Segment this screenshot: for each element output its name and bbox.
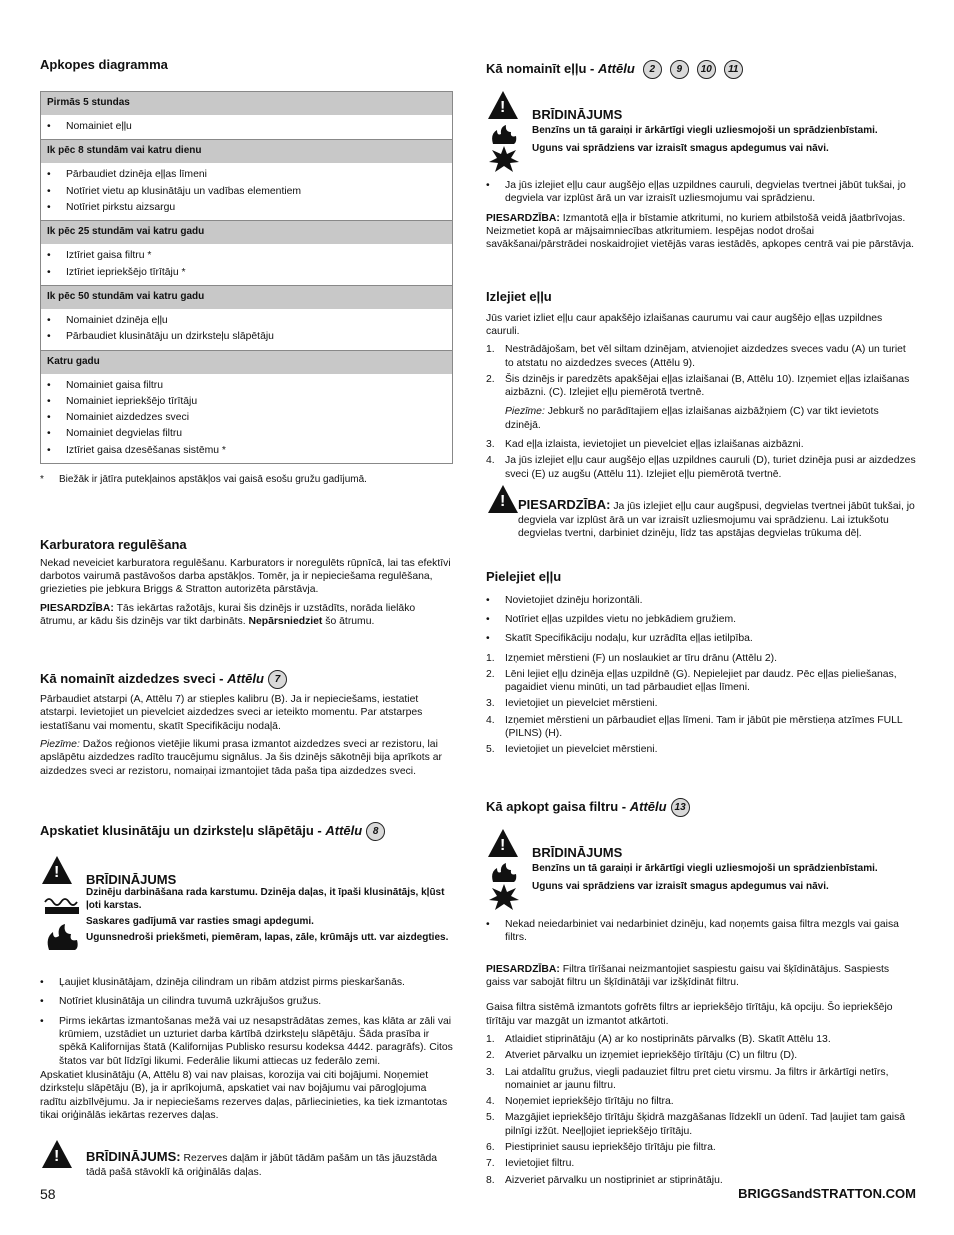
spark-plug-section	[40, 670, 453, 783]
muffler-paragraph-block	[40, 1069, 453, 1127]
step-number: 4.	[486, 714, 495, 726]
step-text: Lai atdalītu gružus, viegli padauziet filtru pret cietu virsmu. Ja filtrs ir ārkārtīgi netīrs, nomainiet ar jaunu filtru.	[505, 1066, 889, 1091]
tank-caution-text: Ja jūs izlejiet eļļu caur augšpusi, degvielas tvertnei jābūt tukšai, jo degviela var izplūst ārā un var izraisīt uzliesmojumu vai sprādzienu. Lai iztukšotu degvielas tvertni, darbiniet dzinēju, līdz tas apstājas degvielas trūkuma dēļ.	[518, 501, 915, 539]
step-item	[486, 373, 916, 432]
fill-oil-title: Pielejiet eļļu	[486, 569, 562, 584]
schedule-tasks	[41, 163, 453, 220]
footnote-text: Biežāk ir jātīra putekļainos apstākļos vai gaisā esošu gružu gadījumā.	[59, 474, 367, 485]
replacement-parts-text: Rezerves daļām ir jābūt tādām pašām un tās jāuzstāda tādā pašā stāvoklī kā oriģinālās daļas.	[86, 1153, 438, 1178]
maintenance-chart-section	[40, 57, 453, 73]
carburetor-caution: PIESARDZĪBA: Tās iekārtas ražotājs, kurai šis dzinējs ir uzstādīts, norāda lielāko ātrumu, ar kādu šis dzinējs var tikt darbināts. Nepārsniedziet šo ātrumu.	[40, 602, 416, 627]
step-item	[486, 343, 916, 370]
figure-badge: 11	[724, 60, 743, 79]
carburetor-title: Karburatora regulēšana	[40, 537, 187, 552]
caution-label: PIESARDZĪBA:	[518, 497, 611, 512]
step-number: 4.	[486, 1096, 495, 1108]
step-item	[486, 438, 916, 451]
step-text: Nestrādājošam, bet vēl siltam dzinējam, atvienojiet aizdedzes sveces vadu (A) un turiet to atstatu no aizdedzes sveces (Attēlu 9).	[505, 344, 906, 369]
step-text: Izņemiet mērstieni un pārbaudiet eļļas līmeni. Tam ir jābūt pie mērstieņa atzīmes FULL (PILNS) (H).	[505, 714, 903, 740]
carburetor-paragraph: Nekad neveiciet karburatora regulēšanu. Karburators ir noregulēts rūpnīcā, lai tas efektīvi darbotos vairumā pastāvošos darba apstākļos. Tomēr, ja ir nepieciešama regulēšana, griezieties pie jebkura Briggs & Stratton autorizēta pārstāvja.	[40, 557, 451, 596]
step-text: Ievietojiet un pievelciet mērstieni.	[505, 744, 658, 756]
step-text: Izņemiet mērstieni (F) un noslaukiet ar tīru drānu (Attēlu 2).	[505, 652, 777, 664]
fill-oil-section	[486, 569, 916, 760]
warning-triangle-icon	[42, 1140, 72, 1168]
schedule-task-item: • Nomainiet gaisa filtru	[47, 379, 446, 392]
list-item: • Novietojiet dzinēju horizontāli.	[486, 594, 916, 607]
schedule-task-item: • Nomainiet degvielas filtru	[47, 427, 446, 440]
warning-triangle-icon	[488, 829, 518, 857]
step-number: 3.	[486, 439, 495, 451]
schedule-tasks	[41, 309, 453, 350]
list-item: • Notīriet klusinātāja un cilindra tuvumā uzkrājušos gružus.	[40, 995, 453, 1008]
muffler-warning-text-2: Saskares gadījumā var rasties smagi apdegumi.	[86, 916, 314, 927]
step-number: 8.	[486, 1174, 495, 1186]
warning-triangle-icon	[488, 91, 518, 119]
maintenance-chart-title: Apkopes diagramma	[40, 57, 168, 72]
step-item	[486, 743, 916, 756]
step-number: 5.	[486, 1112, 495, 1124]
air-caution: PIESARDZĪBA: Filtra tīrīšanai neizmantojiet saspiestu gaisu vai šķīdinātājus. Saspiests gaiss var sabojāt filtru un šķīdinātāji var izšķīdināt filtru.	[486, 963, 890, 988]
schedule-interval-header: Ik pēc 50 stundām vai katru gadu	[41, 285, 453, 309]
schedule-task-item: • Nomainiet eļļu	[47, 120, 446, 133]
figure-badge: 7	[268, 670, 287, 689]
step-number: 4.	[486, 455, 495, 467]
figure-badge: 9	[670, 60, 689, 79]
schedule-interval-header: Pirmās 5 stundas	[41, 92, 453, 116]
step-item	[486, 1141, 916, 1154]
step-item	[486, 1049, 916, 1062]
step-note: Piezīme: Jebkurš no parādītajiem eļļas izlaišanas aizbāžņiem (C) var tikt ievietots dzinējā.	[505, 406, 879, 431]
step-item	[486, 1174, 916, 1187]
schedule-interval-header: Ik pēc 8 stundām vai katru dienu	[41, 140, 453, 164]
drain-oil-section	[486, 289, 916, 484]
air-filter-section	[486, 798, 916, 817]
step-number: 2.	[486, 668, 495, 680]
schedule-task-item: • Pārbaudiet dzinēja eļļas līmeni	[47, 168, 446, 181]
step-number: 3.	[486, 698, 495, 710]
step-item	[486, 1095, 916, 1108]
fuel-warning-text-1: Benzīns un tā garaiņi ir ārkārtīgi viegli uzliesmojoši un sprādzienbīstami.	[532, 863, 878, 874]
muffler-title: Apskatiet klusinātāju un dzirksteļu slāpētāju - Attēlu 8	[40, 822, 453, 841]
step-text: Piestipriniet sausu iepriekšējo tīrītāju pie filtra.	[505, 1142, 716, 1154]
footnote-mark: *	[40, 474, 44, 485]
drain-oil-title: Izlejiet eļļu	[486, 289, 552, 304]
list-item: • Notīriet eļļas uzpildes vietu no jebkādiem gružiem.	[486, 613, 916, 626]
step-number: 5.	[486, 744, 495, 756]
schedule-task-item: • Nomainiet iepriekšējo tīrītāju	[47, 395, 446, 408]
explosion-icon	[489, 884, 519, 910]
fire-icon	[489, 124, 519, 146]
muffler-bullets	[40, 976, 453, 1074]
list-item: • Skatīt Specifikāciju nodaļu, kur uzrādīta eļļas ietilpība.	[486, 632, 916, 645]
step-item	[486, 714, 916, 741]
step-item	[486, 1157, 916, 1170]
oil-change-section	[486, 60, 916, 79]
step-item	[486, 697, 916, 710]
schedule-tasks	[41, 374, 453, 464]
figure-badge: 8	[366, 822, 385, 841]
step-item	[486, 1066, 916, 1093]
spark-plug-paragraph: Pārbaudiet atstarpi (A, Attēlu 7) ar stieples kalibru (B). Ja ir nepieciešams, iestatiet atstarpi. Ievietojiet un pievelciet aizdedzes sveci ar ieteikto momentu. Par atstarpes iestatīšanu vai momentu, skatīt Specifikāciju nodaļā.	[40, 694, 423, 732]
muffler-section	[40, 822, 453, 841]
muffler-paragraph: Apskatiet klusinātāju (A, Attēlu 8) vai nav plaisas, korozija vai citi bojājumi. Noņemiet dzirksteļu slāpētāju (B), ja ir aprīkojumā, apskatiet vai nav bojājumu vai pārogļojuma radītu aizbīlvējumu. Ja ir nepieciešams rezerves daļas, pārliecinieties, ka tiek izmantotas tikai oriģinālās iekārtas rezerves daļas.	[40, 1070, 448, 1121]
step-text: Ievietojiet un pievelciet mērstieni.	[505, 698, 658, 710]
oil-caution: PIESARDZĪBA: Izmantotā eļļa ir bīstamie atkritumi, no kuriem atbilstošā veidā jāatbrīvojas. Neizmetiet kopā ar mājsaimniecības atkritumiem. Iespējas nodot drošai savākšanai/pārstrādei noskaidrojiet vietējās varas iestādēs, apkopes centrā vai pie pārstāvja.	[486, 212, 914, 251]
spark-plug-note: Piezīme: Dažos reģionos vietējie likumi prasa izmantot aizdedzes sveci ar rezistoru, lai apslāpētu aizdedzes radīto traucējumu signālus. Ja šis dzinējs sākotnēji bija aprīkots ar aizdedzes sveci ar rezistoru, nomaiņai izmantojiet tāda paša tipa aizdedzes sveci.	[40, 738, 442, 777]
step-item	[486, 652, 916, 665]
air-filter-body	[486, 918, 916, 1190]
step-text: Lēni lejiet eļļu dzinēja eļļas uzpildnē (G). Nepielejiet par daudz. Pēc eļļas pieliešanas, pagaidiet vienu minūti, un tad pārbaudiet eļļas līmeni.	[505, 668, 897, 694]
warning-label: BRĪDINĀJUMS	[86, 872, 177, 887]
step-text: Noņemiet iepriekšējo tīrītāju no filtra.	[505, 1096, 674, 1108]
schedule-task-item: • Nomainiet aizdedzes sveci	[47, 411, 446, 424]
step-item	[486, 1033, 916, 1046]
fuel-warning-text-2: Uguns vai sprādziens var izraisīt smagus apdegumus vai nāvi.	[532, 143, 829, 154]
tank-caution	[486, 485, 916, 540]
warning-triangle-icon	[488, 485, 518, 513]
schedule-tasks	[41, 244, 453, 285]
figure-badge: 10	[697, 60, 716, 79]
air-filter-title: Kā apkopt gaisa filtru - Attēlu 13	[486, 798, 916, 817]
fire-icon	[43, 922, 81, 952]
step-text: Atveriet pārvalku un izņemiet iepriekšējo tīrītāju (C) un filtru (D).	[505, 1050, 798, 1062]
website-footer: BRIGGSandSTRATTON.COM	[738, 1186, 916, 1201]
schedule-task-item: • Iztīriet gaisa filtru *	[47, 249, 446, 262]
warning-triangle-icon	[42, 856, 72, 884]
step-number: 6.	[486, 1142, 495, 1154]
carburetor-section	[40, 537, 453, 633]
warning-label: BRĪDINĀJUMS	[532, 845, 623, 860]
air-filter-paragraph: Gaisa filtra sistēmā izmantots gofrēts filtrs ar iepriekšējo tīrītāju, kā opciju. Šo iepriekšējo tīrītāju var mazgāt un izmantot atkārtoti.	[486, 1002, 893, 1027]
step-item	[486, 454, 916, 481]
schedule-interval-header: Ik pēc 25 stundām vai katru gadu	[41, 221, 453, 245]
list-item: • Ja jūs izlejiet eļļu caur augšējo eļļas uzpildnes cauruli, degvielas tvertnei jābūt tukšai, jo degviela var izplūst ārā un var izraisīt uzliesmojumu vai sprādzienu.	[486, 179, 916, 206]
warning-label: BRĪDINĀJUMS:	[86, 1149, 181, 1164]
list-item: • Nekad neiedarbiniet vai nedarbiniet dzinēju, kad noņemts gaisa filtra mezgls vai gaisa filtrs.	[486, 918, 916, 945]
fuel-warning-text-2: Uguns vai sprādziens var izraisīt smagus apdegumus vai nāvi.	[532, 881, 829, 892]
schedule-tasks	[41, 115, 453, 140]
oil-bullets	[486, 179, 916, 257]
step-text: Šis dzinējs ir paredzēts apakšējai eļļas izlaišanai (B, Attēlu 10). Izņemiet eļļas izlaišanas aizbāzni. (C). Izlejiet eļļu piemērotā tvertnē.	[505, 373, 910, 399]
figure-badge: 13	[671, 798, 690, 817]
step-number: 1.	[486, 652, 495, 664]
step-number: 7.	[486, 1158, 495, 1170]
oil-change-title: Kā nomainīt eļļu - Attēlu 2 9 10 11	[486, 60, 916, 79]
muffler-warning-text-3: Ugunsnedroši priekšmeti, piemēram, lapas, zāle, krūmājs utt. var aizdegties.	[86, 932, 449, 943]
fuel-warning-text-1: Benzīns un tā garaiņi ir ārkārtīgi viegli uzliesmojoši un sprādzienbīstami.	[532, 125, 878, 136]
explosion-icon	[489, 146, 519, 172]
maintenance-schedule-table	[40, 91, 453, 464]
replacement-parts-warning	[40, 1140, 453, 1179]
page-number: 58	[40, 1186, 56, 1202]
list-item: • Pirms iekārtas izmantošanas mežā vai uz nesapstrādātas zemes, kas klāta ar zāli vai krūmiem, uzstādiet un uzturiet darba kārtībā dzirksteļu slāpētāju. Šāda prasība ir spēkā Kalifornijas štatā (Kalifornijas Publisko resursu kodeksa 4442. paragrāfs). Citos štatos var būt līdzīgi likumi. Federālie likumi attiecas uz federālo zemi.	[40, 1015, 453, 1068]
schedule-task-item: • Nomainiet dzinēja eļļu	[47, 314, 446, 327]
step-text: Aizveriet pārvalku un nostipriniet ar stiprinātāju.	[505, 1174, 723, 1186]
step-text: Mazgājiet iepriekšējo tīrītāju šķidrā mazgāšanas līdzeklī un ūdenī. Tad ļaujiet tam gaisā pilnīgi izžūt. Neeļļojiet iepriekšējo tīrītāju.	[505, 1112, 906, 1137]
step-number: 2.	[486, 373, 495, 385]
step-number: 1.	[486, 344, 495, 356]
step-number: 1.	[486, 1033, 495, 1045]
schedule-task-item: • Notīriet pirkstu aizsargu	[47, 201, 446, 214]
drain-oil-paragraph: Jūs variet izliet eļļu caur apakšējo izlaišanas caurumu vai caur augšējo eļļas uzpildnes cauruli.	[486, 312, 883, 337]
spark-plug-title: Kā nomainīt aizdedzes sveci - Attēlu 7	[40, 670, 453, 689]
step-item	[486, 1111, 916, 1138]
step-number: 2.	[486, 1050, 495, 1062]
schedule-task-item: • Iztīriet gaisa dzesēšanas sistēmu *	[47, 444, 446, 457]
schedule-interval-header: Katru gadu	[41, 350, 453, 374]
schedule-task-item: • Iztīriet iepriekšējo tīrītāju *	[47, 266, 446, 279]
step-text: Ievietojiet filtru.	[505, 1158, 575, 1170]
warning-label: BRĪDINĀJUMS	[532, 107, 623, 122]
fire-icon	[489, 862, 519, 884]
schedule-task-item: • Pārbaudiet klusinātāju un dzirksteļu slāpētāju	[47, 330, 446, 343]
muffler-warning-text-1: Dzinēju darbināšana rada karstumu. Dzinēja daļas, it īpaši klusinātājs, kļūst ļoti karstas.	[86, 887, 445, 911]
figure-badge: 2	[643, 60, 662, 79]
step-text: Atlaidiet stiprinātāju (A) ar ko nostiprināts pārvalks (B). Skatīt Attēlu 13.	[505, 1033, 831, 1045]
step-item	[486, 668, 916, 695]
hot-surface-icon	[43, 894, 81, 916]
step-number: 3.	[486, 1066, 495, 1078]
schedule-task-item: • Notīriet vietu ap klusinātāju un vadības elementiem	[47, 185, 446, 198]
step-text: Kad eļļa izlaista, ievietojiet un pievelciet eļļas izlaišanas aizbāzni.	[505, 439, 804, 451]
step-text: Ja jūs izlejiet eļļu caur augšējo eļļas uzpildnes cauruli (D), turiet dzinēja pusi ar aizdedzes sveci (E) uz augšu (Attēlu 11). Izlejiet eļļu piemērotā tvertnē.	[505, 455, 916, 480]
list-item: • Ļaujiet klusinātājam, dzinēja cilindram un ribām atdzist pirms pieskaršanās.	[40, 976, 453, 989]
